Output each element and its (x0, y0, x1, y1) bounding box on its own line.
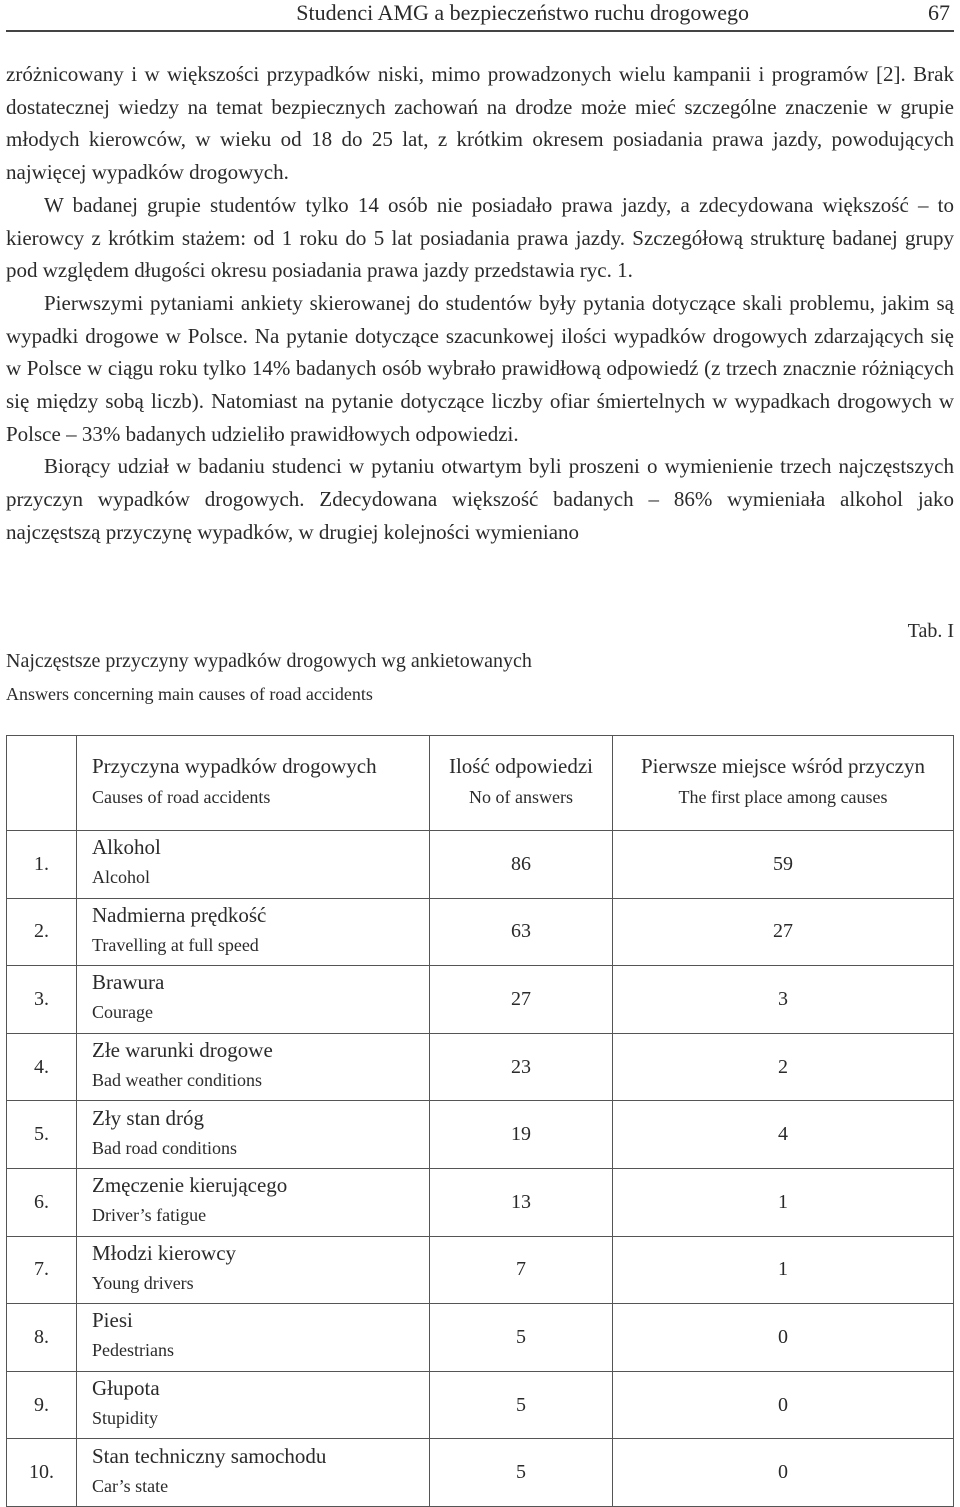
page-number: 67 (928, 0, 950, 25)
row-cause-pl: Zły stan dróg (92, 1105, 204, 1130)
row-number: 8. (7, 1304, 77, 1372)
row-cause-en: Travelling at full speed (92, 934, 259, 955)
table-title-en: Answers concerning main causes of road accidents (6, 684, 373, 704)
row-cause (77, 831, 430, 899)
table-row (7, 1101, 954, 1169)
row-answers: 5 (430, 1304, 613, 1372)
row-first-place: 59 (613, 831, 954, 899)
row-cause-pl: Nadmierna prędkość (92, 902, 267, 927)
header-answers-en: No of answers (469, 787, 573, 807)
table-row (7, 1439, 954, 1507)
row-cause-pl: Głupota (92, 1376, 160, 1401)
row-cause-pl: Stan techniczny samochodu (92, 1443, 327, 1468)
running-head (6, 0, 954, 32)
row-cause (77, 1371, 430, 1439)
row-cause-pl: Alkohol (92, 835, 161, 860)
header-cause-pl: Przyczyna wypadków drogowych (92, 754, 377, 778)
row-cause-en: Courage (92, 1002, 153, 1023)
row-cause (77, 1033, 430, 1101)
row-number: 9. (7, 1371, 77, 1439)
row-cause-en: Car’s state (92, 1475, 169, 1496)
table-header-row (7, 736, 954, 831)
row-first-place: 1 (613, 1236, 954, 1304)
row-cause-pl: Piesi (92, 1308, 133, 1333)
row-number: 1. (7, 831, 77, 899)
row-cause-en: Bad road conditions (92, 1137, 237, 1158)
header-first (613, 736, 954, 831)
row-first-place: 0 (613, 1439, 954, 1507)
row-cause (77, 1101, 430, 1169)
row-first-place: 0 (613, 1304, 954, 1372)
row-number: 2. (7, 898, 77, 966)
table-title-pl: Najczęstsze przyczyny wypadków drogowych wg ankietowanych (6, 650, 532, 672)
row-number: 3. (7, 966, 77, 1034)
row-cause (77, 1236, 430, 1304)
row-answers: 5 (430, 1439, 613, 1507)
row-cause (77, 898, 430, 966)
row-answers: 86 (430, 831, 613, 899)
row-answers: 5 (430, 1371, 613, 1439)
paragraph-2: W badanej grupie studentów tylko 14 osób nie posiadało prawa jazdy, a zdecydowana większość – to kierowcy z krótkim stażem: od 1 roku do 5 lat posiadania prawa jazdy. Szczegółową strukturę badanej grupy pod względem długości okresu posiadania prawa jazdy przedstawia ryc. 1. (6, 192, 954, 283)
row-answers: 23 (430, 1033, 613, 1101)
row-cause-en: Pedestrians (92, 1340, 174, 1361)
row-first-place: 2 (613, 1033, 954, 1101)
row-answers: 27 (430, 966, 613, 1034)
header-answers (430, 736, 613, 831)
table-row (7, 1033, 954, 1101)
row-cause (77, 1168, 430, 1236)
row-cause-pl: Złe warunki drogowe (92, 1038, 273, 1063)
row-number: 4. (7, 1033, 77, 1101)
table-row (7, 831, 954, 899)
table-row (7, 898, 954, 966)
row-first-place: 3 (613, 966, 954, 1034)
row-cause-en: Bad weather conditions (92, 1070, 262, 1091)
row-answers: 7 (430, 1236, 613, 1304)
header-cause (77, 736, 430, 831)
row-answers: 19 (430, 1101, 613, 1169)
header-first-pl: Pierwsze miejsce wśród przyczyn (641, 754, 925, 778)
row-cause (77, 1304, 430, 1372)
header-cause-en: Causes of road accidents (92, 787, 271, 807)
row-cause-en: Alcohol (92, 867, 150, 888)
row-number: 6. (7, 1168, 77, 1236)
row-cause-pl: Zmęczenie kierującego (92, 1173, 288, 1198)
table-row (7, 966, 954, 1034)
row-cause (77, 966, 430, 1034)
row-number: 10. (7, 1439, 77, 1507)
row-cause (77, 1439, 430, 1507)
paragraph-4: Biorący udział w badaniu studenci w pytaniu otwartym byli proszeni o wymienienie trzech najczęstszych przyczyn wypadków drogowych. Zdecydowana większość badanych – 86% wymieniała alkohol jako najczęstszą przyczynę wypadków, w drugiej kolejności wymieniano (6, 454, 954, 544)
body-text (6, 58, 954, 549)
row-first-place: 4 (613, 1101, 954, 1169)
row-cause-en: Young drivers (92, 1272, 194, 1293)
paragraph-1: zróżnicowany i w większości przypadków niski, mimo prowadzonych wielu kampanii i programów [2]. Brak dostatecznej wiedzy na temat bezpiecznych zachowań na drodze może mieć szczególne znaczenie w grupie młodych kierowców, w wieku od 18 do 25 lat, z krótkim okresem posiadania prawa jazdy, powodujących najwięcej wypadków drogowych. (6, 62, 954, 185)
causes-table (6, 735, 954, 1507)
table-row (7, 1304, 954, 1372)
table-label: Tab. I (907, 620, 954, 642)
row-cause-en: Driver’s fatigue (92, 1205, 207, 1226)
row-answers: 13 (430, 1168, 613, 1236)
table-row (7, 1236, 954, 1304)
running-head-title: Studenci AMG a bezpieczeństwo ruchu drogowego (296, 0, 749, 25)
row-number: 5. (7, 1101, 77, 1169)
header-num (7, 736, 77, 831)
header-answers-pl: Ilość odpowiedzi (448, 754, 594, 778)
row-answers: 63 (430, 898, 613, 966)
row-number: 7. (7, 1236, 77, 1304)
row-first-place: 0 (613, 1371, 954, 1439)
row-first-place: 27 (613, 898, 954, 966)
table-row (7, 1168, 954, 1236)
header-first-en: The first place among causes (678, 787, 888, 807)
table-body (7, 831, 954, 1507)
paragraph-3: Pierwszymi pytaniami ankiety skierowanej do studentów były pytania dotyczące skali problemu, jakim są wypadki drogowe w Polsce. Na pytanie dotyczące szacunkowej ilości wypadków drogowych zdarzających się w Polsce w ciągu roku tylko 14% badanych osób wybrało prawidłową odpowiedź (z trzech znacznie różniących się między sobą liczb). Natomiast na pytanie dotyczące liczby ofiar śmiertelnych w wypadkach drogowych w Polsce – 33% badanych udzieliło prawidłowych odpowiedzi. (6, 290, 954, 446)
row-cause-pl: Młodzi kierowcy (92, 1240, 237, 1265)
row-cause-pl: Brawura (92, 970, 165, 995)
table-row (7, 1371, 954, 1439)
row-first-place: 1 (613, 1168, 954, 1236)
row-cause-en: Stupidity (92, 1408, 159, 1429)
